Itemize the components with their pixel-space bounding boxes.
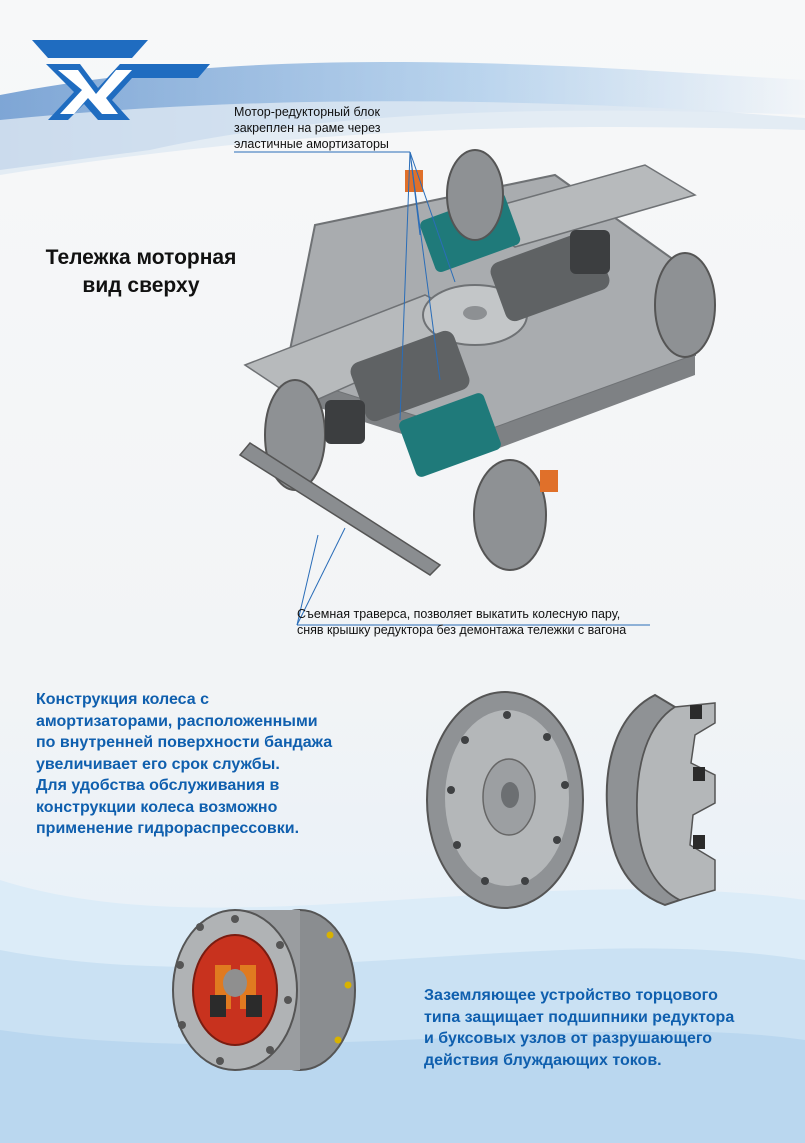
grounding-device-illustration bbox=[160, 905, 360, 1075]
ground-line-4: действия блуждающих токов. bbox=[424, 1051, 662, 1069]
title-line-2: вид сверху bbox=[82, 274, 200, 297]
callout-motor-line-1: Мотор-редукторный блок bbox=[234, 105, 380, 119]
wheel-line-5: Для удобства обслуживания в bbox=[36, 777, 280, 794]
callout-traverse bbox=[297, 606, 626, 638]
callout-traverse-line-1: Съемная траверса, позволяет выкатить колесную пару, bbox=[297, 607, 621, 621]
callout-traverse-line-2: сняв крышку редуктора без демонтажа тележки с вагона bbox=[297, 623, 627, 637]
ground-line-1: Заземляющее устройство торцового bbox=[424, 987, 718, 1004]
callout-motor-line-2: закреплен на раме через bbox=[234, 121, 381, 135]
wheel-line-4: увеличивает его срок службы. bbox=[36, 755, 280, 773]
wheel-line-7: применение гидрораспрессовки. bbox=[36, 820, 300, 837]
wheel-description bbox=[36, 689, 396, 840]
wheel-line-2: амортизаторами, расположенными bbox=[36, 712, 318, 730]
company-logo-icon bbox=[28, 34, 214, 122]
callout-motor-line-3: эластичные амортизаторы bbox=[234, 137, 389, 151]
callout-motor-block bbox=[234, 104, 389, 152]
wheel-cutaway bbox=[607, 695, 715, 905]
page-title bbox=[25, 244, 257, 300]
resilient-wheel-illustration bbox=[425, 685, 725, 910]
wheel-line-1: Конструкция колеса с bbox=[36, 691, 210, 708]
wheel-line-3: по внутренней поверхности бандажа bbox=[36, 734, 333, 751]
ground-line-2: типа защищает подшипники редуктора bbox=[424, 1008, 735, 1026]
wheel-full bbox=[427, 692, 583, 908]
wheel-line-6: конструкции колеса возможно bbox=[36, 798, 278, 816]
grounding-description bbox=[424, 985, 804, 1071]
motor-bogie-illustration bbox=[225, 135, 745, 595]
title-line-1: Тележка моторная bbox=[45, 246, 237, 269]
ground-line-3: и буксовых узлов от разрушающего bbox=[424, 1030, 713, 1047]
